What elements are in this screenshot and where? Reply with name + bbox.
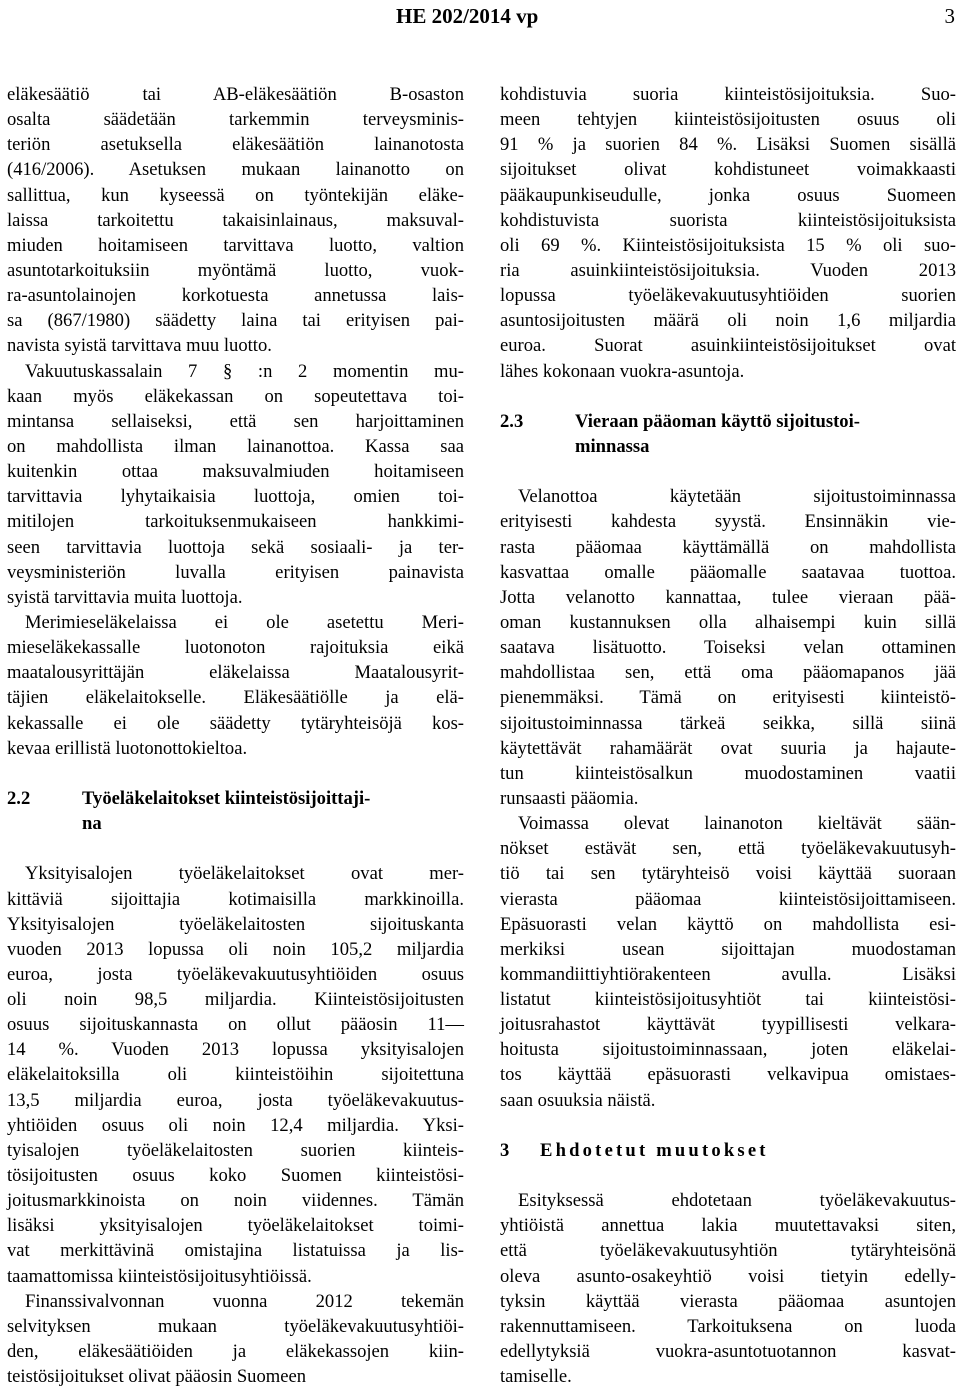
text-line: lisäksi yksityisalojen työeläkelaitokset toimi- — [7, 1215, 464, 1237]
text-line: 14 %. Vuoden 2013 lopussa yksityisalojen — [7, 1039, 464, 1061]
text-line: pääkaupunkiseudulle, jonka osuus Suomeen — [500, 184, 956, 206]
text-line: yhtiöistä annettua lakia muutettavaksi siten, — [500, 1215, 956, 1237]
text-line: hoitusta sijoitustoiminnassaan, joten eläkelai- — [500, 1039, 956, 1061]
text-line: kohdistuvista suorista kiinteistösijoituksista — [500, 209, 956, 231]
text-line: oli 69 %. Kiinteistösijoituksista 15 % oli suo- — [500, 234, 956, 256]
text-line: laissa tarkoitettu takaisinlainaus, maksuval- — [7, 209, 464, 231]
text-line: sa (867/1980) säädetty laina tai erityisen pai- — [7, 310, 464, 332]
text-line: den, eläkesäätiöiden ja eläkekassojen kiin- — [7, 1341, 464, 1363]
right-paragraphs-3 — [500, 1188, 956, 1389]
document-id: HE 202/2014 vp — [396, 4, 539, 28]
text-line: tos käyttää epäsuorasti velkavipua omistaes- — [500, 1064, 956, 1086]
text-line: yhtiöiden osuus oli noin 12,4 miljardia. Yksi- — [7, 1114, 464, 1136]
text-line: tun kiinteistösalkun muodostaminen vaatii — [500, 762, 956, 784]
text-line: vierasta pääomaa kiinteistösijoittamiseen. — [500, 888, 956, 910]
section-number: 2.3 — [500, 410, 524, 432]
text-line: saan osuuksia näistä. — [500, 1089, 656, 1111]
text-line: kohdistuvia suoria kiinteistösijoituksia. Suo- — [500, 84, 956, 105]
text-line: osuus sijoituskannasta on ollut pääosin 11— — [7, 1014, 464, 1036]
text-line: selvityksen mukaan työeläkevakuutusyhtiöi- — [7, 1315, 464, 1337]
text-line: kevaa erillistä luotonottokieltoa. — [7, 737, 248, 759]
text-line: asuntotarkoituksiin myöntämä luotto, vuok- — [7, 259, 464, 281]
text-line: oli noin 98,5 miljardia. Kiinteistösijoitusten — [7, 989, 464, 1011]
text-line: oman kustannuksen olla alhaisempi kuin sillä — [500, 611, 956, 633]
text-line: (416/2006). Asetuksen mukaan lainanotto on — [7, 159, 464, 181]
section-title-line: Työeläkelaitokset kiinteistösijoittaji- — [82, 787, 371, 809]
text-line: Merimieseläkelaissa ei ole asetettu Meri- — [25, 611, 464, 633]
text-line: Voimassa olevat lainanoton kieltävät sään- — [518, 813, 956, 835]
left-column — [7, 82, 464, 1389]
text-line: runsaasti pääomia. — [500, 787, 639, 809]
text-line: eläkelaitoksilla oli kiinteistöihin sijoitettuna — [7, 1064, 464, 1086]
text-line: Jotta velanotto kannattaa, tulee vieraan pää- — [500, 586, 956, 608]
section-title-line: Vieraan pääoman käyttö sijoitustoi- — [575, 410, 860, 432]
text-line: kasvattaa omalle pääomalle saatavaa tuottoa. — [500, 561, 956, 583]
text-line: osalta säädetään tarkemmin terveysminis- — [7, 109, 464, 131]
text-line: teistösijoitukset olivat pääosin Suomeen — [7, 1366, 307, 1388]
text-line: mahdollistaa sen, että oma pääomapanos jää — [500, 662, 956, 684]
left-paragraphs-2 — [7, 861, 464, 1389]
section-heading-3 — [500, 1138, 956, 1163]
section-heading-2-2 — [7, 786, 464, 811]
text-line: kuitenkin ottaa maksuvalmiuden hoitamiseen — [7, 461, 464, 483]
text-line: 13,5 miljardia euroa, josta työeläkevakuutus- — [7, 1089, 464, 1111]
text-line: erityisesti kahdesta syystä. Ensinnäkin vie- — [500, 511, 956, 533]
text-line: tösijoitusten osuus koko Suomen kiinteistösi- — [7, 1165, 464, 1187]
text-line: oleva asunto-osakeyhtiö voisi tietyin edelly- — [500, 1265, 956, 1287]
text-line: täjien eläkelaitokselle. Eläkesäätiölle ja elä- — [7, 687, 464, 709]
text-line: käytettävät rahamäärät ovat suuria ja hajaute- — [500, 737, 956, 759]
text-line: mintansa sellaiseksi, että sen harjoittaminen — [7, 410, 464, 432]
text-line: tiö tai sen tytäryhteisö voisi käyttää suoraan — [500, 863, 956, 885]
text-line: joitusmarkkinoista on noin viidennes. Tämän — [7, 1190, 464, 1212]
text-line: 91 % ja suorien 84 %. Lisäksi Suomen sisällä — [500, 134, 956, 156]
text-line: on mahdollista ilman lainanottoa. Kassa saa — [7, 435, 464, 457]
text-line: listatut kiinteistösijoitusyhtiöt tai kiinteistösi- — [500, 989, 956, 1011]
text-line: taamattomissa kiinteistösijoitusyhtiöissä. — [7, 1265, 312, 1287]
text-line: kittäviä sijoittajia kotimaisilla markkinoilla. — [7, 888, 464, 910]
right-paragraphs-2 — [500, 484, 956, 1113]
page-header — [0, 0, 960, 40]
text-line: rakennuttamiseen. Tarkoituksena on luoda — [500, 1315, 956, 1337]
text-line: tyksin käyttää vierasta pääomaa asuntojen — [500, 1290, 956, 1312]
text-line: Velanottoa käytetään sijoitustoiminnassa — [518, 486, 956, 508]
text-line: ra-asuntolainojen korkotuesta annetussa lais- — [7, 285, 464, 307]
text-line: edellytyksiä vuokra-asuntotuotannon kasvat- — [500, 1341, 956, 1363]
right-paragraphs-1 — [500, 82, 956, 384]
text-line: eläkesäätiö tai AB-eläkesäätiön B-osaston — [7, 84, 464, 105]
text-line: veysministeriön luvalla erityisen painavista — [7, 561, 464, 583]
text-line: syistä tarvittavia muita luottoja. — [7, 586, 243, 608]
text-line: sallittua, kun kyseessä on työntekijän eläke- — [7, 184, 464, 206]
text-line: euroa, josta työeläkevakuutusyhtiöiden osuus — [7, 963, 464, 985]
text-line: kommandiittiyhtiörakenteen avulla. Lisäksi — [500, 963, 956, 985]
text-line: seen tarvittavia luottoja sekä sosiaali- ja ter- — [7, 536, 464, 558]
text-line: lopussa työeläkevakuutusyhtiöiden suorien — [500, 285, 956, 307]
section-heading-2-3 — [500, 409, 956, 434]
text-line: ria asuinkiinteistösijoituksia. Vuoden 2013 — [500, 259, 956, 281]
text-line: maatalousyrittäjän eläkelaissa Maatalousyrit- — [7, 662, 464, 684]
section-number: 3 — [500, 1139, 510, 1161]
left-paragraphs-1 — [7, 82, 464, 761]
page-number: 3 — [944, 4, 955, 28]
text-line: meen tehtyjen kiinteistösijoitusten osuus oli — [500, 109, 956, 131]
text-line: kekassalle ei ole säädetty tytäryhteisöjä kos- — [7, 712, 464, 734]
text-line: Yksityisalojen työeläkelaitokset ovat mer- — [25, 863, 464, 885]
text-line: mieseläkekassalle luotonoton rajoituksia eikä — [7, 637, 464, 659]
text-line: tarvittavia lyhytaikaisia luottoja, omien toi- — [7, 486, 464, 508]
section-title: Ehdotetut muutokset — [540, 1139, 769, 1161]
text-line: merkiksi usean sijoittajan muodostaman — [500, 938, 956, 960]
section-heading-2-2-cont: na — [82, 813, 102, 835]
text-line: että työeläkevakuutusyhtiön tytäryhteisönä — [500, 1240, 956, 1262]
text-line: vat merkittävinä omistajina listatuissa ja lis- — [7, 1240, 464, 1262]
text-line: Esityksessä ehdotetaan työeläkevakuutus- — [518, 1190, 956, 1212]
text-line: tamiselle. — [500, 1366, 572, 1388]
text-line: kaan myös eläkekassan on sopeutettava toi- — [7, 385, 464, 407]
text-line: navista syistä tarvittava muu luotto. — [7, 335, 272, 357]
text-line: Vakuutuskassalain 7 § :n 2 momentin mu- — [25, 360, 464, 382]
text-line: pienemmäksi. Tämä on erityisesti kiinteistö- — [500, 687, 956, 709]
text-line: joitusrahastot käyttävät tyypillisesti velkara- — [500, 1014, 956, 1036]
text-line: vuoden 2013 lopussa oli noin 105,2 miljardia — [7, 938, 464, 960]
section-heading-2-3-cont: minnassa — [575, 435, 650, 457]
text-line: teriön asetuksella eläkesäätiön lainanotosta — [7, 134, 464, 156]
text-line: sijoitustoiminnassa tärkeä seikka, sillä siinä — [500, 712, 956, 734]
text-line: Finanssivalvonnan vuonna 2012 tekemän — [25, 1290, 464, 1312]
text-line: miuden hoitamiseen tarvittava luotto, valtion — [7, 234, 464, 256]
text-line: lähes kokonaan vuokra-asuntoja. — [500, 360, 745, 382]
text-line: euroa. Suorat asuinkiinteistösijoitukset ovat — [500, 335, 956, 357]
text-line: Epäsuorasti velan käyttö on mahdollista esi- — [500, 913, 956, 935]
text-line: sijoitukset olivat kohdistuneet voimakkaasti — [500, 159, 956, 181]
text-line: Yksityisalojen työeläkelaitosten sijoituskanta — [7, 913, 464, 935]
text-line: rasta pääomaa käyttämällä on mahdollista — [500, 536, 956, 558]
text-line: asuntosijoitusten määrä oli noin 1,6 miljardia — [500, 310, 956, 332]
text-line: nökset estävät sen, että työeläkevakuutusyh- — [500, 838, 956, 860]
text-line: saatava lisätuotto. Toiseksi velan ottaminen — [500, 637, 956, 659]
text-line: tyisalojen työeläkelaitosten suorien kiinteis- — [7, 1139, 464, 1161]
right-column — [500, 82, 956, 1389]
section-number: 2.2 — [7, 787, 31, 809]
text-line: mitilojen tarkoituksenmukaiseen hankkimi- — [7, 511, 464, 533]
